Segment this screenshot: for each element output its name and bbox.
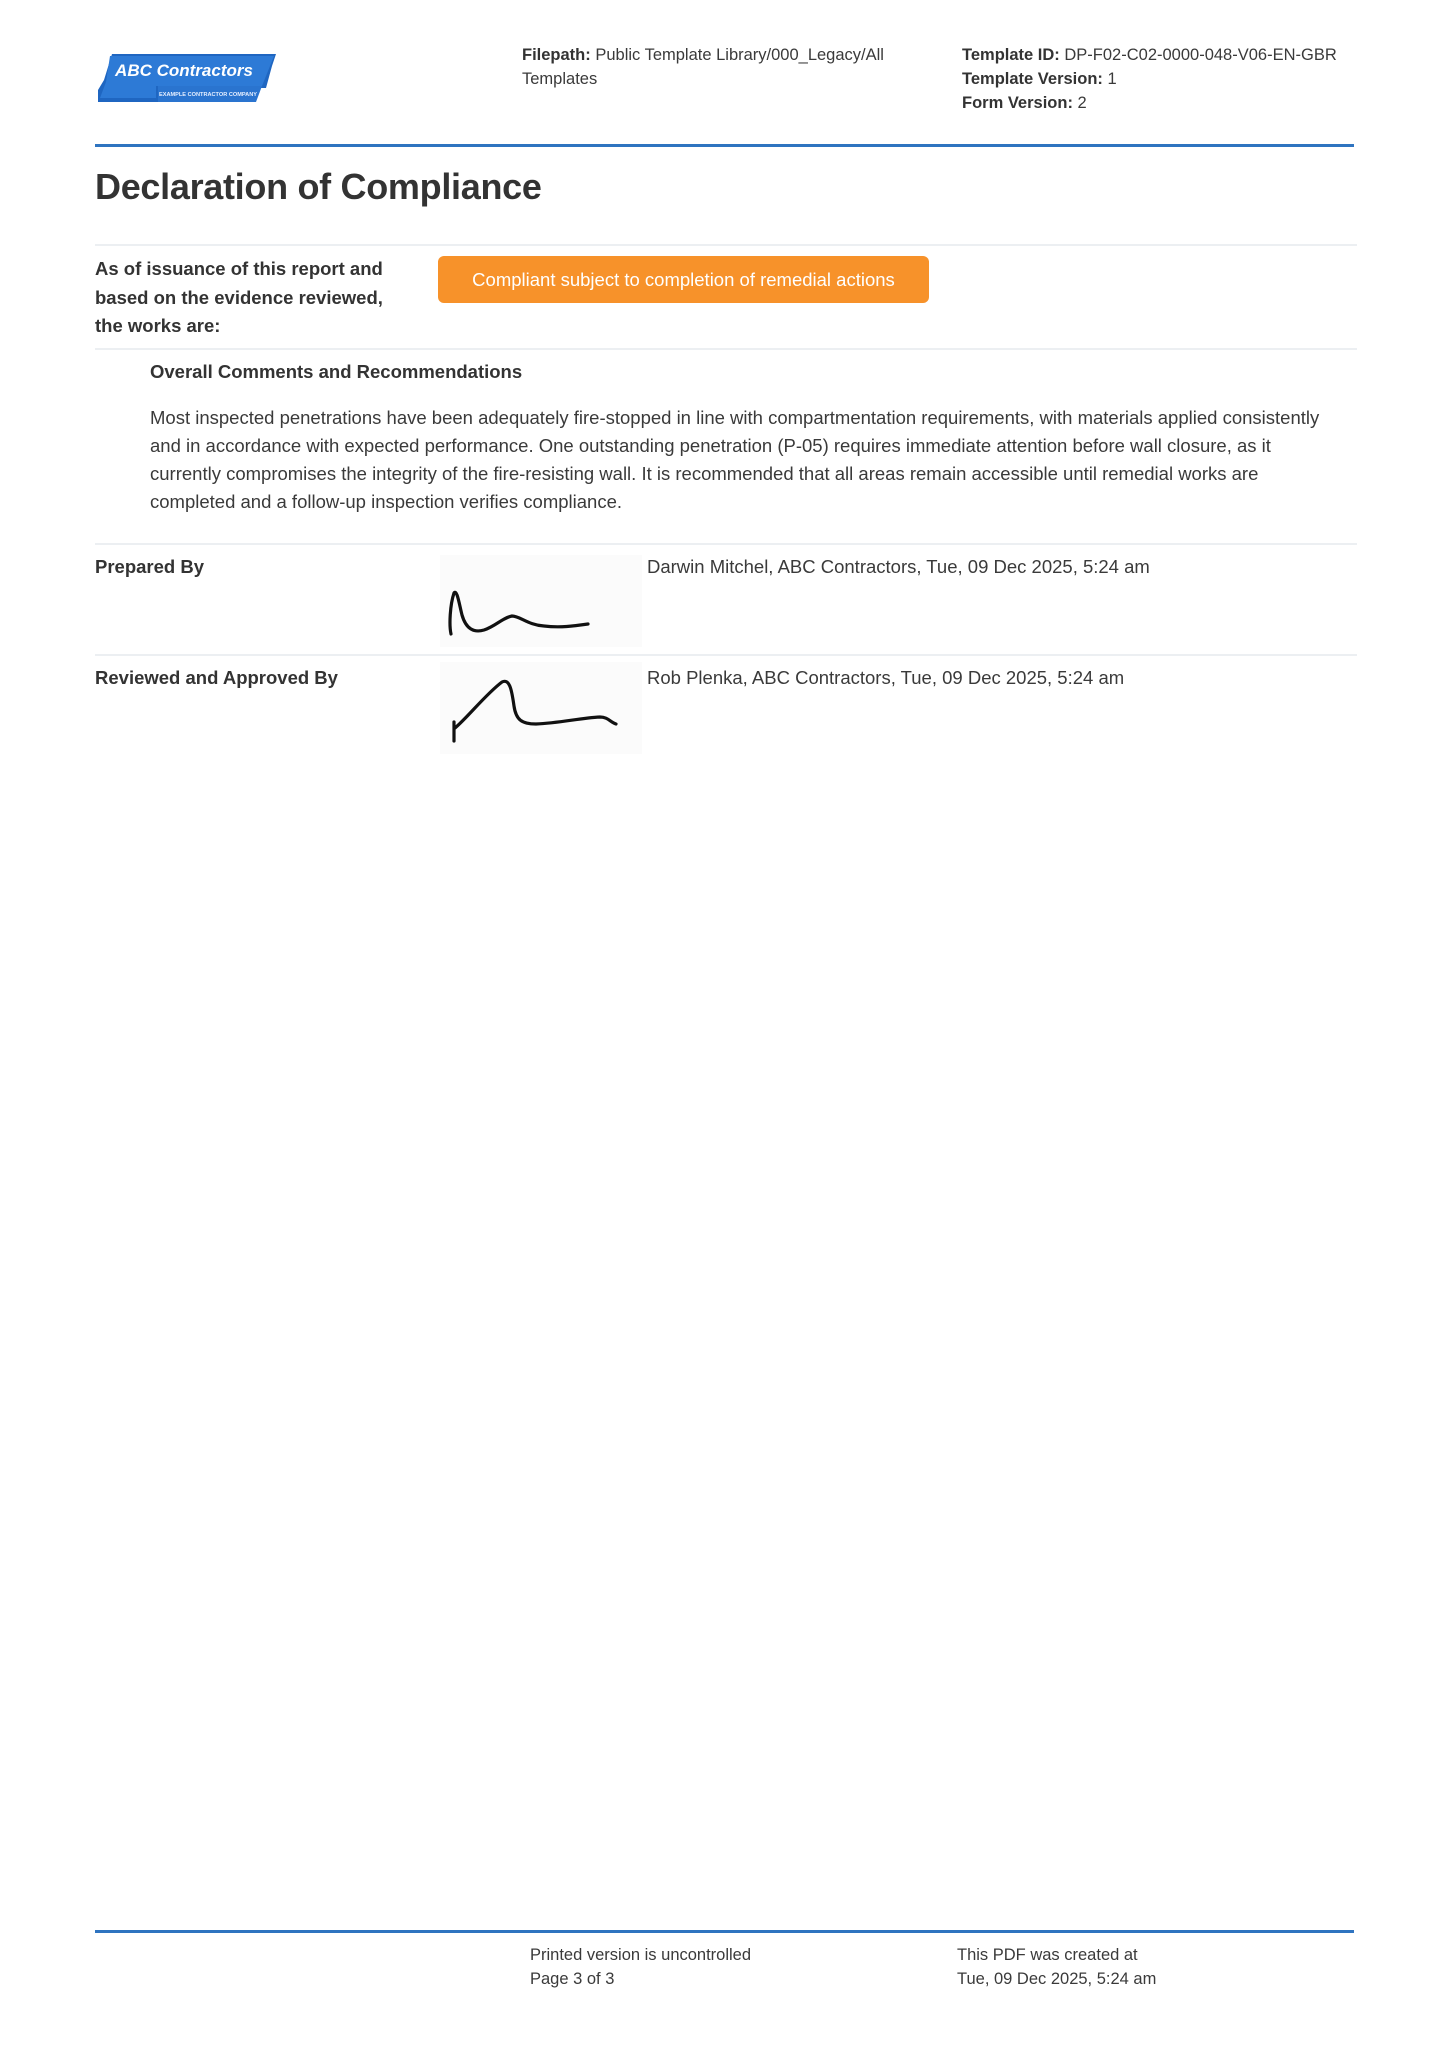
- compliance-status-label: Compliant subject to completion of remedial actions: [472, 268, 895, 290]
- svg-text:EXAMPLE CONTRACTOR COMPANY: EXAMPLE CONTRACTOR COMPANY: [159, 92, 257, 98]
- compliance-question: As of issuance of this report and based on the evidence reviewed, the works are:: [95, 258, 383, 336]
- prepared-by-signer: Darwin Mitchel, ABC Contractors, Tue, 09 Dec 2025, 5:24 am: [647, 556, 1150, 577]
- header-divider: [95, 144, 1354, 147]
- form-version-label: Form Version:: [962, 94, 1073, 112]
- template-version-row: [962, 67, 1382, 91]
- filepath-label: Filepath:: [522, 46, 591, 64]
- comments-divider: [95, 543, 1357, 545]
- logo-banner-icon: [96, 52, 278, 106]
- company-logo: [96, 52, 278, 106]
- created-timestamp: Tue, 09 Dec 2025, 5:24 am: [957, 1970, 1157, 1988]
- page-title: Declaration of Compliance: [95, 166, 542, 207]
- form-version-row: [962, 91, 1382, 115]
- svg-text:ABC Contractors: ABC Contractors: [115, 61, 253, 80]
- comments-heading: Overall Comments and Recommendations: [150, 361, 523, 382]
- template-id-row: [962, 43, 1382, 67]
- comments-text: Most inspected penetrations have been adequately fire-stopped in line with compartmentation requirements, with materials applied consistently and in accordance with expected performance. One outstanding penetration (P-05) requires immediate attention before wall closure, as it currently compromises the integrity of the fire-resisting wall. It is recommended that all areas remain accessible until remedial works are completed and a follow-up inspection verifies compliance.: [150, 407, 1320, 512]
- reviewed-by-signature: [440, 662, 642, 754]
- signature-icon: [440, 662, 642, 754]
- prepared-by-signature: [440, 555, 642, 647]
- form-version-value: 2: [1077, 94, 1087, 112]
- signature-divider: [95, 654, 1357, 656]
- template-version-label: Template Version:: [962, 70, 1103, 88]
- created-label: This PDF was created at: [957, 1946, 1138, 1964]
- compliance-status-badge: [438, 256, 929, 303]
- template-version-value: 1: [1107, 70, 1117, 88]
- signature-icon: [440, 555, 642, 647]
- template-id-value: DP-F02-C02-0000-048-V06-EN-GBR: [1064, 46, 1337, 64]
- reviewed-by-label: Reviewed and Approved By: [95, 667, 338, 688]
- question-divider: [95, 348, 1357, 350]
- uncontrolled-notice: Printed version is uncontrolled: [530, 1946, 752, 1964]
- footer-created-info: [957, 1943, 1156, 1991]
- template-meta: [962, 43, 1382, 115]
- title-divider: [95, 244, 1357, 246]
- page-number: Page 3 of 3: [530, 1970, 615, 1988]
- prepared-by-label: Prepared By: [95, 556, 204, 577]
- reviewed-by-signer: Rob Plenka, ABC Contractors, Tue, 09 Dec 2025, 5:24 am: [647, 667, 1125, 688]
- filepath-value: Public Template Library/000_Legacy/All Templates: [522, 46, 884, 88]
- footer-print-info: [530, 1943, 751, 1991]
- filepath-info: [522, 43, 922, 91]
- template-id-label: Template ID:: [962, 46, 1060, 64]
- footer-divider: [95, 1930, 1354, 1933]
